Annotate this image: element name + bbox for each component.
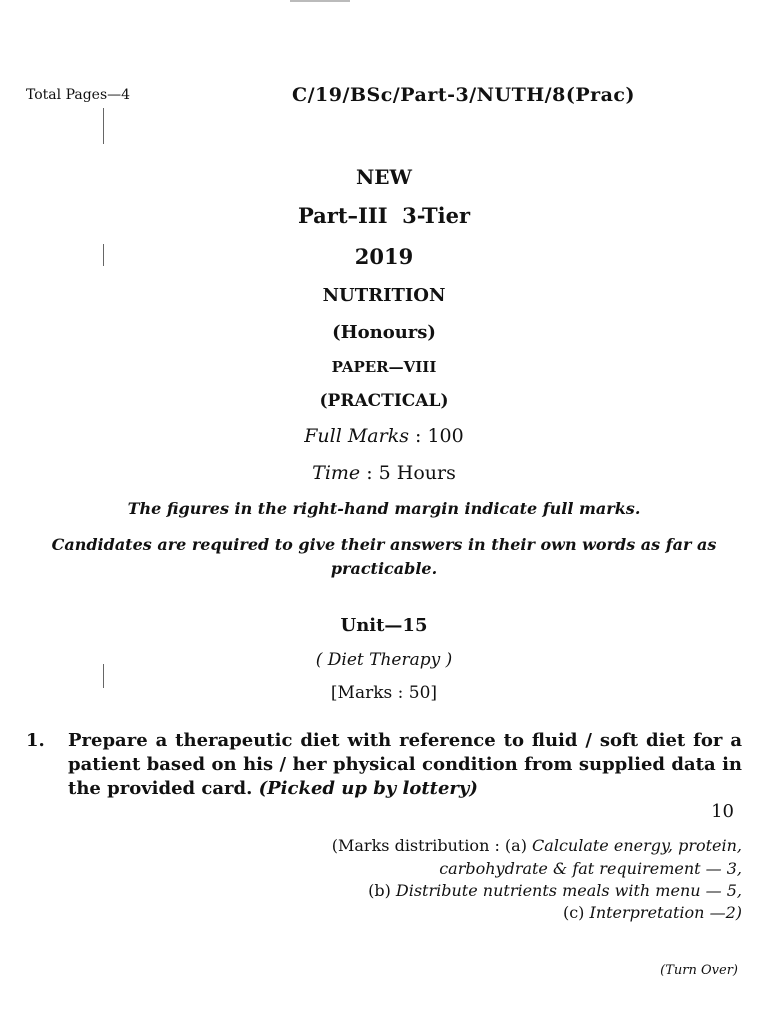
time-value: : 5 Hours [366,462,456,484]
dist-prefix-c: (c) [562,903,590,922]
scan-artifact [290,0,350,2]
practical-label: (PRACTICAL) [319,391,449,411]
part-label: Part–III 3-Tier [297,203,471,228]
marks-distribution-line-4 [563,903,742,922]
marks-distribution-line-2: carbohydrate & fat requirement — 3, [439,859,742,878]
dist-item-c: Interpretation —2) [589,903,742,922]
unit-subtitle: ( Diet Therapy ) [315,650,453,670]
new-label: NEW [356,165,412,189]
marks-distribution-line-3 [368,881,742,900]
question-number: 1. [26,730,45,751]
dist-prefix-b: (b) [368,881,396,900]
exam-time [0,462,768,484]
paper-code: C/19/BSc/Part-3/NUTH/8(Prac) [292,84,635,106]
time-label: Time [312,462,361,484]
unit-title: Unit—15 [340,615,428,636]
full-marks [0,425,768,447]
unit-marks: [Marks : 50] [330,683,438,703]
paper-label: PAPER—VIII [331,358,437,376]
exam-year: 2019 [354,244,414,269]
full-marks-value: : 100 [415,425,464,447]
honours-label: (Honours) [332,322,436,343]
question-marks: 10 [711,801,734,822]
instruction-marks: The figures in the right-hand margin indicate full marks. [127,499,641,518]
scan-artifact [103,108,104,144]
subject-title: NUTRITION [322,285,446,306]
full-marks-label: Full Marks [304,425,409,447]
dist-item-a: Calculate energy, protein, [532,836,742,855]
instruction-own-words: Candidates are required to give their answers in their own words as far as practicable. [51,535,717,578]
turn-over-note: (Turn Over) [660,963,738,978]
dist-item-b: Distribute nutrients meals with menu — 5, [395,881,742,900]
question-picked-note: (Picked up by lottery) [258,778,478,799]
question-body: Prepare a therapeutic diet with reference to fluid / soft diet for a patient based on his / her physical condition from supplied data in the provided card. [68,730,742,799]
total-pages: Total Pages—4 [26,87,131,103]
question-text [68,729,742,801]
dist-prefix-a: (Marks distribution : (a) [331,836,533,855]
marks-distribution-line-1 [332,836,742,855]
